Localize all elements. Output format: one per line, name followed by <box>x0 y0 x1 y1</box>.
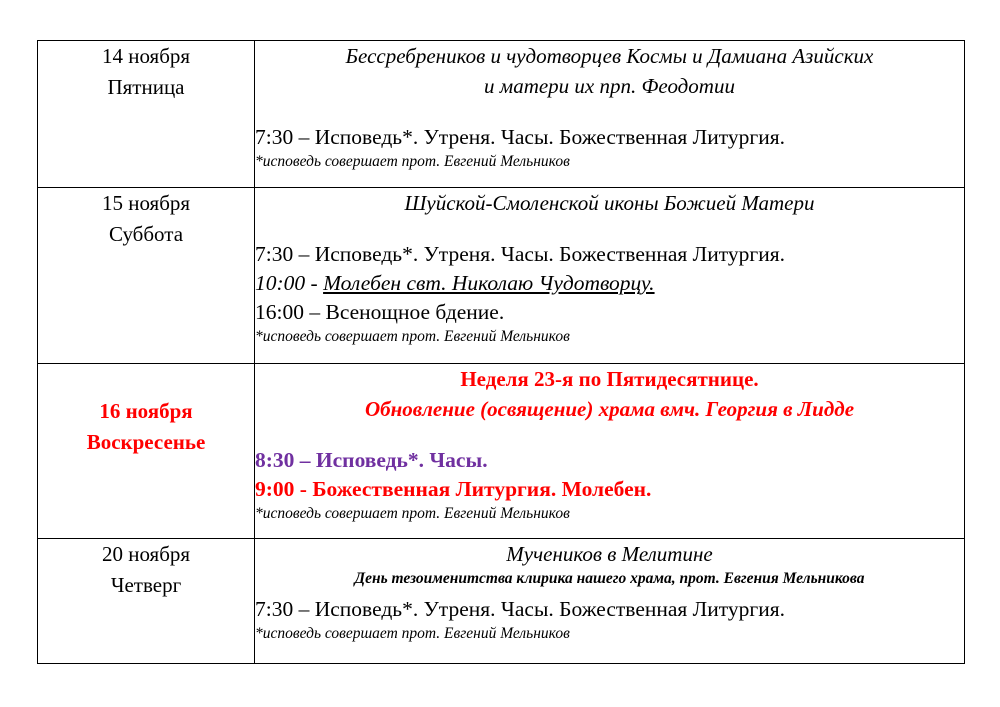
service-time: 10:00 - <box>255 271 324 295</box>
date: 16 ноября <box>99 399 193 423</box>
weekday: Четверг <box>110 573 182 597</box>
date-cell <box>38 41 255 188</box>
date: 15 ноября <box>101 191 191 215</box>
weekday: Пятница <box>107 75 185 99</box>
date: 14 ноября <box>101 44 191 68</box>
weekday: Суббота <box>108 222 184 246</box>
confession-note: *исповедь совершает прот. Евгений Мельников <box>255 505 570 522</box>
content-cell <box>255 41 965 188</box>
content-cell <box>255 188 965 364</box>
service-line: 9:00 - Божественная Литургия. Молебен. <box>255 477 652 501</box>
content-cell <box>255 364 965 539</box>
feast-title: Мучеников в Мелитине <box>506 542 713 566</box>
feast-title: Шуйской-Смоленской иконы Божией Матери <box>404 191 815 215</box>
service-line: 8:30 – Исповедь*. Часы. <box>255 448 488 472</box>
service-line: 7:30 – Исповедь*. Утреня. Часы. Божественная Литургия. <box>255 597 785 621</box>
table-row <box>38 539 965 664</box>
schedule-table <box>37 40 965 664</box>
weekday: Воскресенье <box>86 430 206 454</box>
service-line: 7:30 – Исповедь*. Утреня. Часы. Божественная Литургия. <box>255 125 785 149</box>
feast-title: Бессребреников и чудотворцев Космы и Дамиана Азийских <box>345 44 874 68</box>
table-row <box>38 188 965 364</box>
date-cell <box>38 539 255 664</box>
date-cell <box>38 364 255 539</box>
service-text: Молебен свт. Николаю Чудотворцу. <box>323 271 655 295</box>
feast-title-line2: и матери их прп. Феодотии <box>484 74 735 98</box>
table-row <box>38 364 965 539</box>
service-line: 7:30 – Исповедь*. Утреня. Часы. Божественная Литургия. <box>255 242 785 266</box>
confession-note: *исповедь совершает прот. Евгений Мельников <box>255 153 570 170</box>
date: 20 ноября <box>101 542 191 566</box>
feast-title: Неделя 23-я по Пятидесятнице. <box>460 367 759 391</box>
confession-note: *исповедь совершает прот. Евгений Мельников <box>255 625 570 642</box>
confession-note: *исповедь совершает прот. Евгений Мельников <box>255 328 570 345</box>
feast-title-line2: Обновление (освящение) храма вмч. Георгия в Лидде <box>364 397 855 421</box>
service-line-moleben <box>255 269 964 298</box>
service-line: 16:00 – Всенощное бдение. <box>255 300 505 324</box>
content-cell <box>255 539 965 664</box>
table-row <box>38 41 965 188</box>
feast-subtitle: День тезоименитства клирика нашего храма, прот. Евгения Мельникова <box>354 570 865 587</box>
date-cell <box>38 188 255 364</box>
